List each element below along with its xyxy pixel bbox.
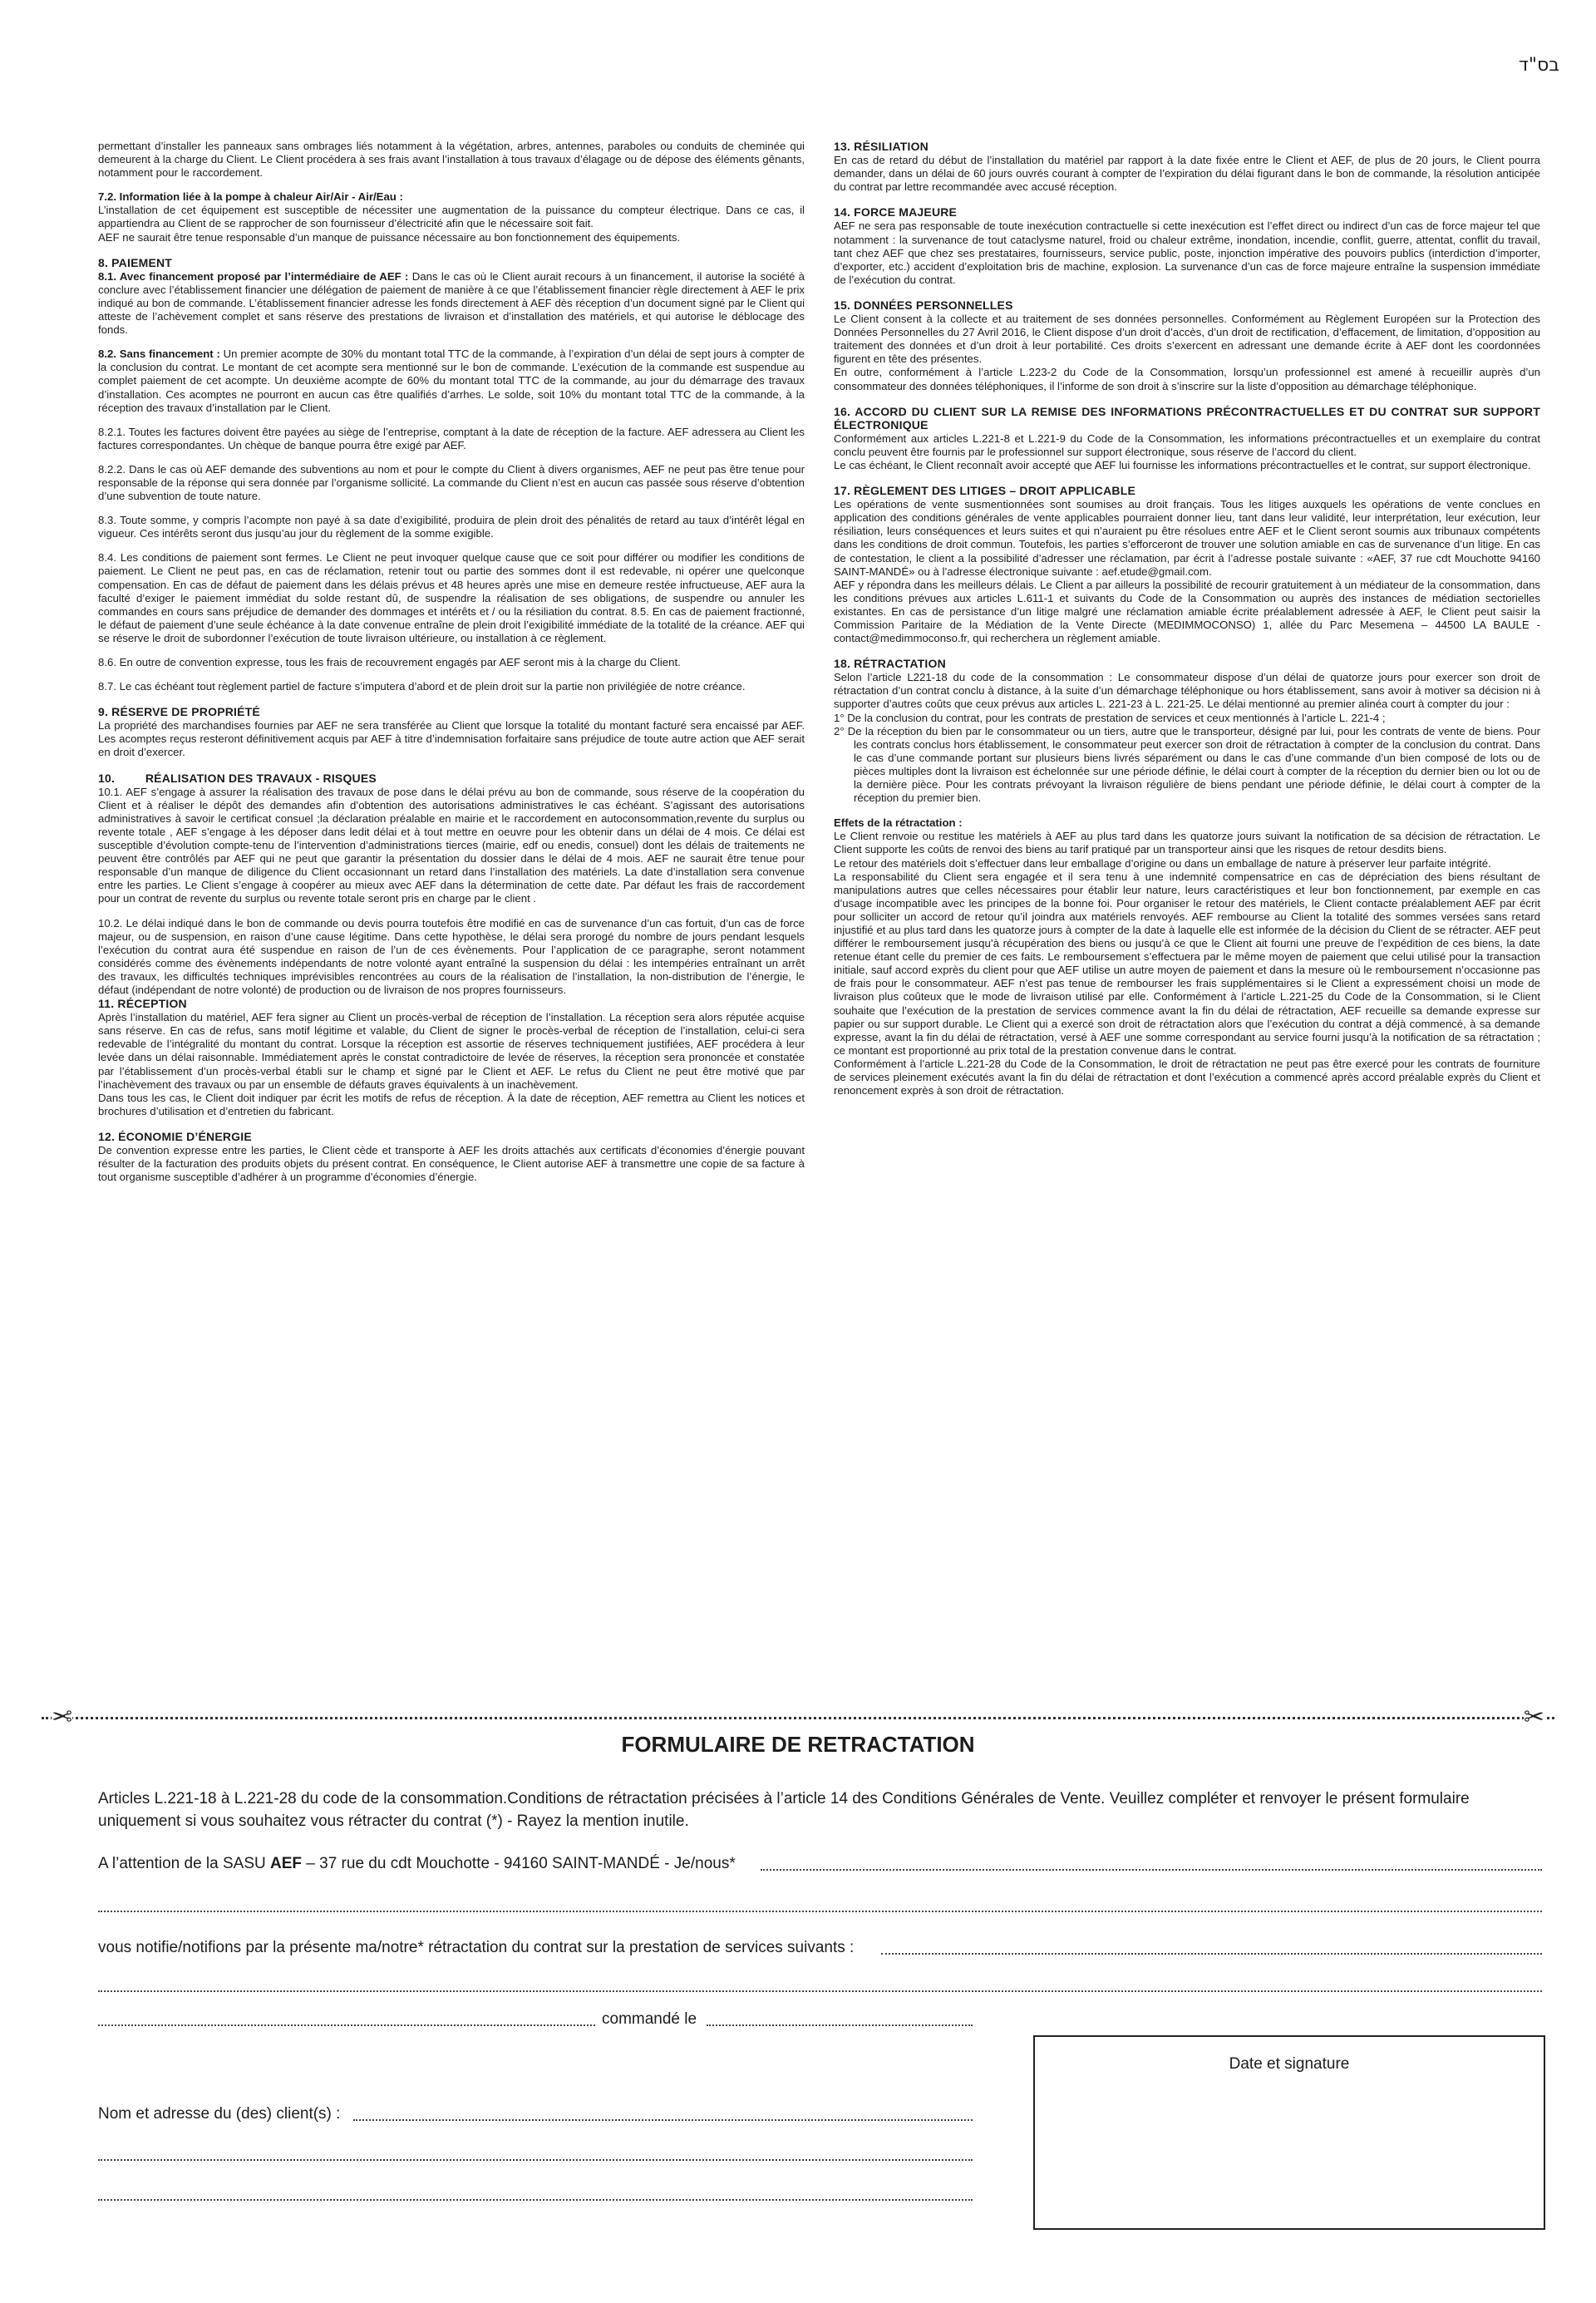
- effets-text-4: Conformément à l’article L.221-28 du Code de la Consommation, le droit de rétractation ne peut pas être exercé pour les contrats de fourniture de services pleinement exécutés avant la fin du délai de rétractation et dont l’exécution a commencé après accord préalable exprès du Client et renoncement exprès à son droit de rétractation.: [834, 1057, 1540, 1097]
- section-18-item-1: 1° De la conclusion du contrat, pour les contrats de prestation de services et ceux mentionnés à l’article L. 221-4 ;: [834, 711, 1386, 724]
- attention-line: A l’attention de la SASU AEF – 37 rue du cdt Mouchotte - 94160 SAINT-MANDÉ - Je/nous*: [98, 1855, 736, 1872]
- form-intro: Articles L.221-18 à L.221-28 du code de la consommation.Conditions de rétractation précisées à l’article 14 des Conditions Générales de Vente. Veuillez compléter et renvoyer le présent formulaire uniquement si vous souhaitez vous rétracter du contrat (*) - Rayez la mention inutile.: [98, 1790, 1470, 1830]
- section-17-text: Les opérations de vente susmentionnées sont soumises au droit français. Tous les litiges auxquels les opérations de vente conclues en application des conditions générales de vente applicables pourraient donner lieu, tant dans leur validité, leur interprétation, leur exécution, leur résiliation, leurs conséquences et leurs suites et qui n’auraient pu être résolues entre AEF et le Client seront soumis aux tribunaux compétents dans les conditions de droit commun. Toutefois, les parties s’efforceront de trouver une solution amiable en cas de survenance d’un litige. En cas de contestation, le client a la possibilité d’adresser une réclamation, par écrit à l’adresse postale suivante : «AEF, 37 rue cdt Mouchotte 94160 SAINT-MANDÉ» ou à l’adresse électronique suivante : aef.etude@gmail.com.: [834, 498, 1540, 578]
- section-10-2: 10.2. Le délai indiqué dans le bon de commande ou devis pourra toutefois être modifié en cas de survenance d’un cas fortuit, d’un cas de force majeur, ou de suspension, en raison d’une cause légitime. Dans cette hypothèse, le délai sera prorogé du nombre de jours pendant lesquels l’exécution du contrat aura été suspendue en raison de l’un de ces évènements. Pour l’application de ce paragraphe, seront notamment considérés comme des évènements indépendants de notre volonté ayant entraîné la suspension du délai : les intempéries entraînant un arrêt des travaux, les difficultés techniques imprévisibles rencontrées au cours de la réalisation de l’installation, la non-distribution de l’énergie, le défaut (indépendant de notre volonté) de production ou de livraison de nos propres fournisseurs.: [98, 916, 805, 996]
- section-8-1-lead: 8.1. Avec financement proposé par l’intermédiaire de AEF :: [98, 269, 409, 283]
- section-16-title: 16. ACCORD DU CLIENT SUR LA REMISE DES INFORMATIONS PRÉCONTRACTUELLES ET DU CONTRAT SUR SUPPORT ÉLECTRONIQUE: [834, 404, 1540, 432]
- input-line-je-nous-2[interactable]: [98, 1911, 1542, 1912]
- section-18-title: 18. RÉTRACTATION: [834, 657, 946, 671]
- section-8-4: 8.4. Les conditions de paiement sont fermes. Le Client ne peut invoquer quelque cause que ce soit pour différer ou modifier les conditions de paiement. Le Client ne peut pas, en cas de réclamation, retenir tout ou partie des sommes dont il est redevable, ni opérer une quelconque compensation. En cas de défaut de paiement dans les délais prévus et 48 heures après une mise en demeure restée infructueuse, AEF aura la faculté d’exiger le paiement immédiat du solde restant dû, de suspendre la réalisation de ses obligations, de suspendre ou annuler les commandes en cours sans préjudice de demander des dommages et intérêts et / ou la résiliation du contrat. 8.5. En cas de paiement fractionné, le défaut de paiement d’une seule échéance à la date convenue entraîne de plein droit l’exigibilité immédiate de la totalité de la créance. AEF qui se réserve le droit de subordonner l’exécution de toute livraison ultérieure, ou installation à ce règlement.: [98, 551, 805, 644]
- section-11-title: 11. RÉCEPTION: [98, 997, 187, 1011]
- section-8-1-text: Dans le cas où le Client aurait recours à un financement, il autorise la société à conclure avec l’établissement financier une délégation de paiement de manière à ce que l’établissement financier règle directement à AEF le prix indiqué au bon de commande. L’établissement financier adresse les fonds directement à AEF dès réception d’un document signé par le Client qui atteste de l’achèvement complet et sans réserve des prestations de livraison et d’installation des matériels, et qui autorise le déblocage des fonds.: [98, 269, 805, 337]
- section-12-title: 12. ÉCONOMIE D’ÉNERGIE: [98, 1129, 252, 1143]
- signature-box[interactable]: [1033, 2035, 1545, 2230]
- section-7-2-text: L’installation de cet équipement est susceptible de nécessiter une augmentation de la puissance du compteur électrique. Dans ce cas, il appartiendra au Client de se rapprocher de son fournisseur d’électricité afin que le nécessaire soit fait.: [98, 204, 805, 230]
- hebrew-header: בס"ד: [1518, 55, 1559, 76]
- name-address-label: Nom et adresse du (des) client(s) :: [98, 2105, 341, 2123]
- left-column: [98, 140, 805, 1196]
- section-8-2-1: 8.2.1. Toutes les factures doivent être payées au siège de l’entreprise, comptant à la date de réception de la facture. AEF adressera au Client les factures correspondantes. Un chèque de banque pourra être exigé par AEF.: [98, 425, 805, 451]
- intro-paragraph: permettant d’installer les panneaux sans ombrages liés notamment à la végétation, arbres, antennes, paraboles ou conduits de cheminée qui demeurent à la charge du Client. Le Client procédera à ses frais avant l’installation à tous travaux d’élagage ou de dépose des éléments gênants, notamment pour le raccordement.: [98, 140, 805, 180]
- cut-line: [0, 1703, 1596, 1732]
- effets-text-2: Le retour des matériels doit s’effectuer dans leur emballage d’origine ou dans un emballage de nature à préserver leur parfaite intégrité.: [834, 856, 1491, 870]
- section-7-2-text-2: AEF ne saurait être tenue responsable d’un manque de puissance nécessaire au bon fonctionnement des équipements.: [98, 230, 681, 244]
- form-title: FORMULAIRE DE RETRACTATION: [621, 1732, 975, 1757]
- section-15-text: Le Client consent à la collecte et au traitement de ses données personnelles. Conformément au Règlement Européen sur la Protection des Données Personnelles du 27 Avril 2016, le Client dispose d’un droit d’accès, d’un droit de rectification, d’effacement, de limitation, d’opposition au traitement des données et d’un droit à leur portabilité. Ces droits s’exercent en adressant une demande écrite à AEF dont les coordonnées figurent en tête des présentes.: [834, 313, 1540, 366]
- date-signature-label: Date et signature: [1229, 2055, 1350, 2073]
- section-18-text: Selon l’article L221-18 du code de la consommation : Le consommateur dispose d’un délai de quatorze jours pour exercer son droit de rétractation d’un contrat conclu à distance, à la suite d’un démarchage téléphonique ou hors établissement, sans avoir à motiver sa décision ni à supporter d’autres coûts que ceux prévus aux articles L. 221-23 à L. 221-25. Le délai mentionné au premier alinéa court à compter du jour :: [834, 671, 1540, 711]
- section-17-title: 17. RÈGLEMENT DES LITIGES – DROIT APPLICABLE: [834, 484, 1135, 498]
- section-8-7: 8.7. Le cas échéant tout règlement partiel de facture s’imputera d’abord et de plein droit sur la partie non privilégiée de notre créance.: [98, 680, 746, 693]
- input-line-name-address-3[interactable]: [98, 2199, 973, 2201]
- section-8-3: 8.3. Toute somme, y compris l’acompte non payé à sa date d’exigibilité, produira de plein droit des pénalités de retard au taux d’intérêt légal en vigueur. Ces intérêts seront dus jusqu’au jour du règlement de la somme exigible.: [98, 514, 805, 540]
- section-14-title: 14. FORCE MAJEURE: [834, 205, 958, 219]
- section-17-text-2: AEF y répondra dans les meilleurs délais. Le Client a par ailleurs la possibilité de recourir gratuitement à un médiateur de la consommation, dans les conditions prévues aux articles L.611-1 et suivants du Code de la Consommation ou auprès des instances de médiation sectorielles existantes. En cas de persistance d’un litige malgré une réclamation amiable écrite préalablement adressée à AEF, le Client peut saisir la Commission Paritaire de la Médiation de la Vente Directe (MEDIMMOCONSO) 1, allée du Parc Mesemena – 44500 LA BAULE - contact@medimmoconso.fr, qui recherchera un règlement amiable.: [834, 578, 1540, 645]
- section-11-text-2: Dans tous les cas, le Client doit indiquer par écrit les motifs de refus de réception. À la date de réception, AEF remettra au Client les notices et brochures d’utilisation et d’entretien du fabricant.: [98, 1091, 805, 1117]
- ordered-label: commandé le: [602, 2010, 697, 2028]
- notify-line: vous notifie/notifions par la présente ma/notre* rétractation du contrat sur la prestation de services suivants :: [98, 1939, 855, 1956]
- section-8-6: 8.6. En outre de convention expresse, tous les frais de recouvrement engagés par AEF seront mis à la charge du Client.: [98, 656, 681, 668]
- section-10-1: 10.1. AEF s’engage à assurer la réalisation des travaux de pose dans le délai prévu au bon de commande, sous réserve de la coopération du Client et à réaliser le dépôt des demandes afin d’obtention des autorisations administratives le cas échéant. S’agissant des autorisations administratives à savoir le certificat consuel ;la déclaration préalable en mairie et le raccordement en autoconsommation,revente du surplus ou revente totale , AEF s’engage à les déposer dans ledit délai et à tout mettre en oeuvre pour les obtenir dans un délai de 4 mois. Ce délai est susceptible d’évolution compte-tenu de l’intervention d’administrations tierces (mairie, edf ou enedis, consuel) dont les délais de traitements ne peuvent être contrôlés par AEF qui ne peut que garantir la présentation du dossier dans le délai de 4 mois. AEF ne saurait être tenue pour responsable d’un manque de diligence du Client occasionnant un retard dans l’installation des matériels. La date d’installation sera convenue entre les parties. Le Client s’engage à coopérer au mieux avec AEF dans la détermination de cette date. Par défaut les frais de raccordement pour un contrat de revente du surplus ou revente totale seront pris en charge par le client .: [98, 785, 805, 905]
- section-18-item-2: 2° De la réception du bien par le consommateur ou un tiers, autre que le transporteur, désigné par lui, pour les contrats de vente de biens. Pour les contrats conclus hors établissement, le consommateur peut exercer son droit de rétractation à compter de la conclusion du contrat. Dans le cas d’une commande portant sur plusieurs biens livrés séparément ou dans le cas d’une commande d’un bien composé de lots ou de pièces multiples dont la livraison est échelonnée sur une période définie, le délai court à compter de la réception du dernier bien ou lot ou de la dernière pièce. Pour les contrats prévoyant la livraison régulière de biens pendant une période définie, le délai court à compter de la réception du premier bien.: [834, 724, 1540, 805]
- input-line-order-date[interactable]: [707, 2024, 973, 2026]
- section-11-text: Après l’installation du matériel, AEF fera signer au Client un procès-verbal de réception de l’installation. La réception sera alors réputée acquise sans réserve. En cas de refus, sans motif légitime et valable, du Client de signer le procès-verbal de réception de l’installation, celui-ci sera redevable de l’intégralité du montant du contrat. Lorsque la réception est assortie de réserves techniquement justifiées, AEF procédera à leur levée dans un délai raisonnable. Immédiatement après le constat contradictoire de levée de réserves, la réception sera prononcée et constatée par l’établissement d’un procès-verbal établi sur le champ et signé par le Client et AEF. Le refus du Client ne peut être motivé que par l’inachèvement des travaux ou par un ensemble de défauts graves équivalents à un inachèvement.: [98, 1011, 805, 1091]
- effets-text-3: La responsabilité du Client sera engagée et il sera tenu à une indemnité compensatrice en cas de dépréciation des biens résultant de manipulations autres que celles nécessaires pour établir leur nature, leurs caractéristiques et leur bon fonctionnement, par exemple en cas d’usage incompatible avec les principes de la bonne foi. Pour organiser le retour des matériels, le Client contacte préalablement AEF par écrit pour solliciter un accord de retour qu’il joindra aux matériels renvoyés. AEF rembourse au Client la totalité des sommes versées sans retard injustifié et au plus tard dans les quatorze jours à compter de la date à laquelle elle est informée de la décision du Client de se rétracter. AEF peut différer le remboursement jusqu’à récupération des biens ou jusqu’à ce que le Client ait fourni une preuve de l’expédition de ces biens, la date retenue étant celle du premier de ces faits. Le remboursement s’effectuera par le même moyen de paiement que celui utilisé pour la transaction initiale, sauf accord exprès du client pour que AEF utilise un autre moyen de paiement et dans la mesure où le remboursement n’occasionne pas de frais pour le consommateur. AEF n’est pas tenue de rembourser les frais supplémentaires si le Client a expressément choisi un mode de livraison plus coûteux que le mode de livraison utilisé par elle. Conformément à l’article L.221-25 du Code de la Consommation, si le Client souhaite que l’exécution de la prestation de services commence avant la fin du délai de rétractation, AEF recueille sa demande expresse sur papier ou sur support durable. Le Client qui a exercé son droit de rétractation alors que l’exécution du contrat a déjà commencé, à sa demande expresse, avant la fin du délai de rétractation, versé à AEF une somme correspondant au service fourni jusqu’à la notification de sa rétractation ; ce montant est proportionné au prix total de la prestation convenue dans le contrat.: [834, 870, 1540, 1057]
- section-13-text: En cas de retard du début de l’installation du matériel par rapport à la date fixée entre le Client et AEF, de plus de 20 jours, le Client pourra demander, dans un délai de 60 jours ouvrés courant à compter de l’expiration du délai figurant dans le bon de commande, la résolution anticipée du contrat par lettre recommandée avec accusé réception.: [834, 154, 1540, 194]
- section-9-title: 9. RÉSERVE DE PROPRIÉTÉ: [98, 705, 260, 719]
- section-8-2-lead: 8.2. Sans financement :: [98, 348, 220, 361]
- right-column: [834, 140, 1540, 1109]
- effets-text-1: Le Client renvoie ou restitue les matériels à AEF au plus tard dans les quatorze jours suivant la notification de sa décision de rétractation. Le Client supporte les coûts de renvoi des biens au tarif pratiqué par un transporteur ainsi que les risques de retour desdits biens.: [834, 830, 1540, 856]
- input-line-name-address-2[interactable]: [98, 2159, 973, 2161]
- section-14-text: AEF ne sera pas responsable de toute inexécution contractuelle si cette inexécution est l’effet direct ou indirect d’un cas de force majeur tel que notamment : la survenance de tout cataclysme naturel, froid ou chaleur extrême, inondation, incendie, conflit, guerre, attentat, conflit du travail, tant chez AEF que chez ses prestataires, fournisseurs, service public, poste, injonction impérative des pouvoirs publics (interdiction d’importer, d’exporter, etc.) accident d’exploitation bris de machine, explosion. La survenance d’un cas de force majeure entraîne la suspension immédiate de l’exécution du contrat.: [834, 219, 1540, 286]
- input-line-services-3[interactable]: [98, 2024, 595, 2026]
- section-15-title: 15. DONNÉES PERSONNELLES: [834, 298, 1013, 312]
- dotted-cut-divider: [42, 1717, 1554, 1719]
- section-13-title: 13. RÉSILIATION: [834, 140, 929, 153]
- section-8-2-2: 8.2.2. Dans le cas où AEF demande des subventions au nom et pour le compte du Client à divers organismes, AEF ne peut pas être tenue pour responsable de la réponse qui sera donnée par l’organisme sollicité. La commande du Client n’est en aucun cas passée sous réserve d’obtention d’une subvention de toute nature.: [98, 462, 805, 503]
- input-line-services-2[interactable]: [98, 1990, 1542, 1992]
- effets-title: Effets de la rétractation :: [834, 816, 963, 830]
- section-12-text: De convention expresse entre les parties, le Client cède et transporte à AEF les droits attachés aux certificats d’économies d’énergie pouvant résulter de la facturation des produits objets du présent contrat. En conséquence, le Client autorise AEF à transmettre une copie de sa facture à tout organisme susceptible d’adhérer à un programme d’économies d’énergie.: [98, 1144, 805, 1184]
- scissors-icon: ✂: [52, 1703, 73, 1732]
- section-15-text-2: En outre, conformément à l’article L.223-2 du Code de la Consommation, lorsqu’un professionnel est amené à recueillir auprès d’un consommateur des données téléphoniques, il l’informe de son droit à s’inscrire sur la liste d’opposition au démarchage téléphonique.: [834, 366, 1540, 392]
- section-16-text: Conformément aux articles L.221-8 et L.221-9 du Code de la Consommation, les informations précontractuelles et un exemplaire du contrat conclu peuvent être fournis par le professionnel sur support électronique, sous réserve de l’accord du client.: [834, 432, 1540, 458]
- section-7-2-title: 7.2. Information liée à la pompe à chaleur Air/Air - Air/Eau :: [98, 190, 403, 204]
- input-line-name-address[interactable]: [353, 2119, 973, 2121]
- section-16-text-2: Le cas échéant, le Client reconnaît avoir accepté que AEF lui fournisse les informations précontractuelles et le contrat, sur support électronique.: [834, 458, 1531, 471]
- input-line-je-nous[interactable]: [761, 1869, 1542, 1871]
- input-line-services[interactable]: [881, 1953, 1542, 1955]
- section-8-2-text: Un premier acompte de 30% du montant total TTC de la commande, à l’expiration d’un délai de sept jours à compter de la conclusion du contrat. Le montant de cet acompte sera mentionné sur le bon de commande. L’exécution de la commande est suspendue au complet paiement de cet acompte. Un deuxième acompte de 60% du montant total TTC de la commande, au jour du démarrage des travaux d’installation. Ces acomptes ne pourront en aucun cas être qualifiés d’arrhes. Le solde, soit 10% du montant total TTC de la commande, à la réception des travaux d’installation par le Client.: [98, 348, 805, 414]
- scissors-icon: ✂: [1523, 1703, 1544, 1732]
- section-10-title: 10. RÉALISATION DES TRAVAUX - RISQUES: [98, 771, 377, 785]
- section-8-title: 8. PAIEMENT: [98, 255, 173, 269]
- section-9-text: La propriété des marchandises fournies par AEF ne sera transférée au Client que lorsque la totalité du montant facturé sera encaissé par AEF. Les acomptes reçus resteront définitivement acquis par AEF à titre d’indemnisation forfaitaire sans préjudice de toute autre action que AEF serait en droit d’exercer.: [98, 719, 805, 759]
